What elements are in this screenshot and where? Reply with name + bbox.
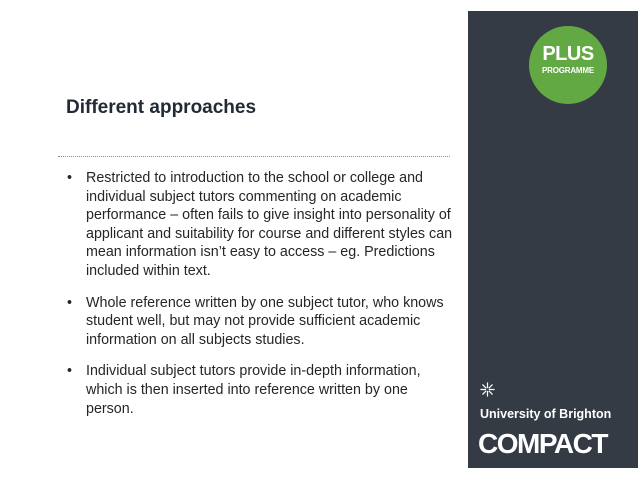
title-divider [58, 156, 450, 157]
bullet-text: Restricted to introduction to the school or college and individual subject tutors commenting on academic performance – often fails to give insight into personality of applicant and suitability for course and different styles can mean information isn’t easy to access – eg. Predictions included within text. [86, 170, 453, 279]
bullet-point-icon: • [67, 363, 73, 380]
university-name: University of Brighton [480, 407, 612, 421]
bullet-point-icon: • [67, 170, 73, 186]
bullet-text: Individual subject tutors provide in-depth information, which is then inserted into reference written by one person. [86, 363, 421, 417]
bullet-list [64, 169, 456, 431]
slide-title: Different approaches [66, 97, 257, 118]
compact-logo: COMPACT [478, 428, 607, 459]
plus-logo-word: PLUS [542, 43, 594, 65]
bullet-point-icon: • [67, 294, 73, 311]
plus-programme-logo [529, 26, 607, 104]
bullet-text: Whole reference written by one subject tutor, who knows student well, but may not provide sufficient academic information on all subjects studies. [86, 294, 444, 348]
star-burst-icon [480, 382, 495, 400]
plus-logo-subtitle: PROGRAMME [542, 66, 594, 75]
bullet-item [64, 362, 456, 418]
bullet-item [64, 294, 456, 350]
bullet-item [64, 169, 456, 281]
